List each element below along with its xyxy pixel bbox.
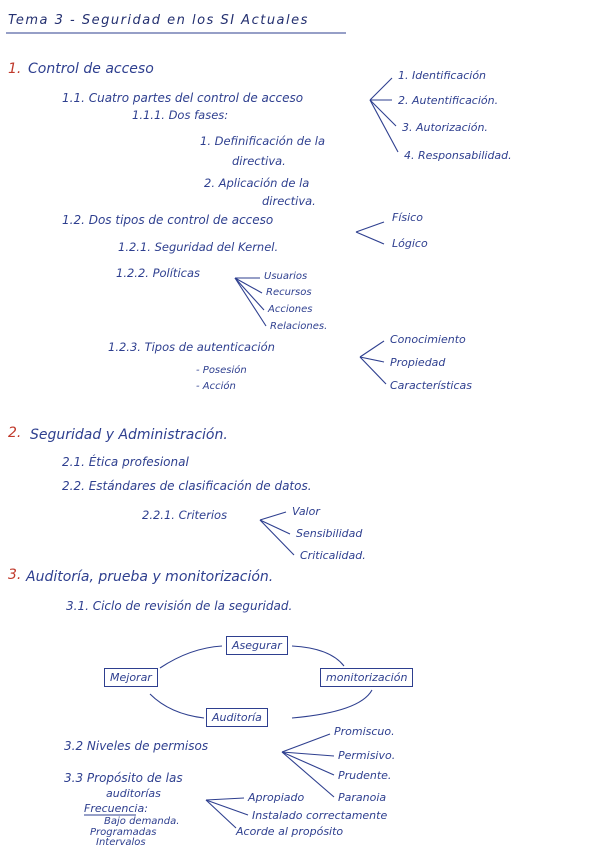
auth-accion: - Acción [196,381,236,392]
item-1-2: 1.2. Dos tipos de control de acceso [62,213,274,227]
item-3-3: 3.3 Propósito de las [64,771,183,785]
item-3-1: 3.1. Ciclo de revisión de la seguridad. [66,599,293,613]
item-2-2-1: 2.2.1. Criterios [142,508,228,522]
purpose-acorde: Acorde al propósito [236,825,344,838]
section-2-number: 2. [8,425,22,441]
policy-relaciones: Relaciones. [270,321,328,332]
perm-prudente: Prudente. [338,769,392,782]
perm-paranoia: Paranoia [338,791,387,804]
purpose-instalado: Instalado correctamente [252,809,388,822]
item-1-2-fisico: Físico [392,211,423,224]
section-3-heading: Auditoría, prueba y monitorización. [26,569,274,585]
criteria-criticalidad: Criticalidad. [300,549,366,562]
policy-usuarios: Usuarios [264,271,308,282]
criteria-sensibilidad: Sensibilidad [296,527,363,540]
item-1-2-3: 1.2.3. Tipos de autenticación [108,340,275,354]
purpose-apropiado: Apropiado [248,791,305,804]
phase-2: 2. Aplicación de la [204,176,310,190]
item-1-2-2: 1.2.2. Políticas [116,266,200,280]
section-1-heading: Control de acceso [28,61,154,77]
auth-caracteristicas: Características [390,379,473,392]
item-1-1-1: 1.1.1. Dos fases: [132,108,229,122]
freq-bajo-demanda: Bajo demanda. [104,816,180,827]
cycle-mejorar: Mejorar [104,668,158,687]
item-2-1: 2.1. Ética profesional [62,455,189,469]
policy-recursos: Recursos [266,287,312,298]
item-1-1-c: 3. Autorización. [402,121,488,134]
phase-2-cont: directiva. [262,194,316,208]
section-2-heading: Seguridad y Administración. [30,427,228,443]
item-1-1-a: 1. Identificación [398,69,487,82]
perm-permisivo: Permisivo. [338,749,396,762]
item-3-3-cont: auditorías [106,787,161,800]
item-2-2: 2.2. Estándares de clasificación de datos. [62,479,312,493]
item-3-2: 3.2 Niveles de permisos [64,739,209,753]
item-1-1: 1.1. Cuatro partes del control de acceso [62,91,304,105]
frecuencia-label: Frecuencia: [84,802,148,815]
section-1-number: 1. [8,61,22,77]
item-1-2-1: 1.2.1. Seguridad del Kernel. [118,240,279,254]
page-title: Tema 3 - Seguridad en los SI Actuales [8,13,309,28]
criteria-valor: Valor [292,505,320,518]
auth-propiedad: Propiedad [390,356,446,369]
cycle-monitorizacion: monitorización [320,668,413,687]
freq-intervalos: Intervalos [96,837,146,848]
cycle-asegurar: Asegurar [226,636,288,655]
item-1-1-b: 2. Autentificación. [398,94,499,107]
policy-acciones: Acciones [268,304,313,315]
auth-posesion: - Posesión [196,365,247,376]
phase-1-cont: directiva. [232,154,286,168]
item-1-1-d: 4. Responsabilidad. [404,149,512,162]
section-3-number: 3. [8,567,22,583]
perm-promiscuo: Promiscuo. [334,725,395,738]
phase-1: 1. Definificación de la [200,134,326,148]
cycle-auditoria: Auditoría [206,708,268,727]
item-1-2-logico: Lógico [392,237,428,250]
freq-programadas: Programadas [90,827,157,838]
auth-conocimiento: Conocimiento [390,333,466,346]
